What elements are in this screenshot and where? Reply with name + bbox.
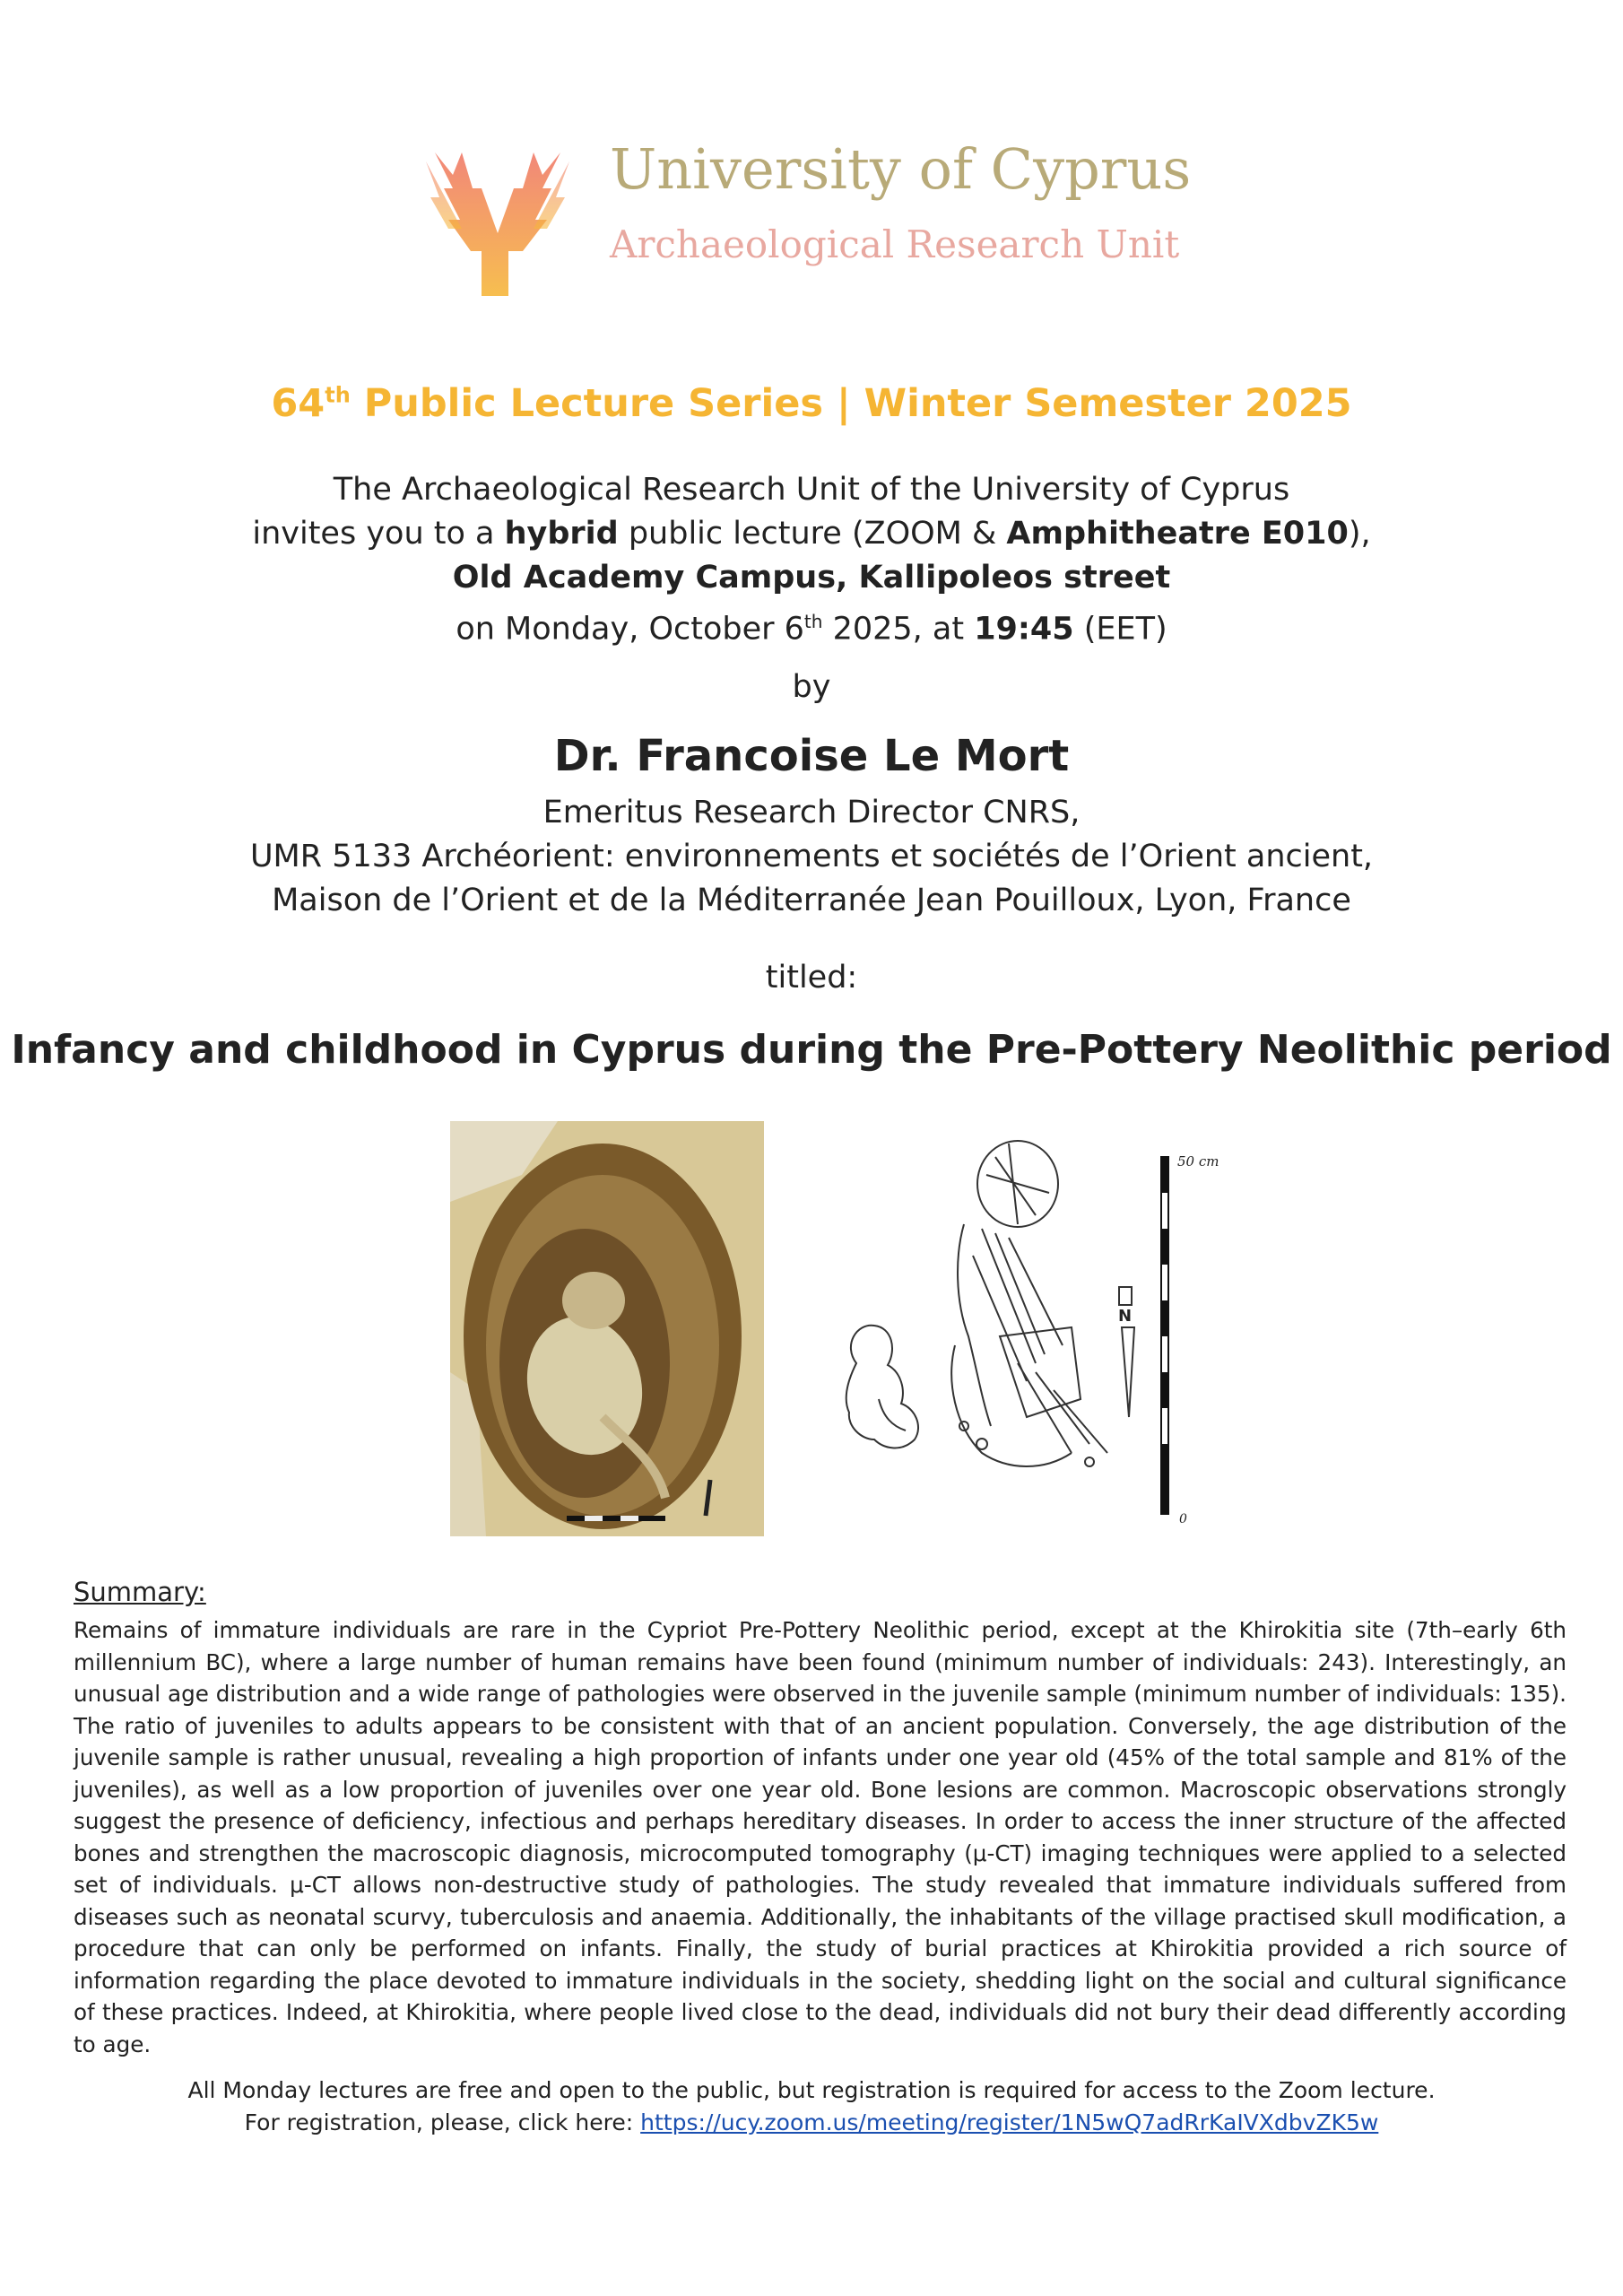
footer-note: All Monday lectures are free and open to the public, but registration is required for access to the Zoom lecture. — [187, 2077, 1436, 2103]
university-name: University of Cyprus — [610, 136, 1192, 202]
intro-date-d: (EET) — [1073, 611, 1167, 648]
series-number: 64 — [271, 381, 325, 426]
summary-heading: Summary: — [74, 1577, 206, 1607]
titled-label: titled: — [765, 960, 858, 996]
speaker-affiliation-2: UMR 5133 Archéorient: environnements et sociétés de l’Orient ancient, — [249, 839, 1374, 874]
intro-time: 19:45 — [974, 611, 1074, 648]
registration-prefix: For registration, please, click here: — [244, 2109, 641, 2135]
intro-date-b: 2025, at — [822, 611, 975, 648]
north-label: N — [1118, 1307, 1133, 1326]
scale-top-label: 50 cm — [1177, 1153, 1219, 1170]
intro-hybrid: hybrid — [504, 516, 619, 552]
university-logo — [408, 135, 587, 296]
intro-line-1: The Archaeological Research Unit of the University of Cyprus — [333, 472, 1290, 508]
intro-line-2-e: ), — [1348, 516, 1371, 552]
series-heading — [0, 381, 1623, 426]
lecture-title: Infancy and childhood in Cyprus during the Pre-Pottery Neolithic period — [11, 1027, 1612, 1073]
series-rest: Public Lecture Series | Winter Semester 2025 — [350, 381, 1352, 426]
intro-line-2-a: invites you to a — [252, 516, 505, 552]
intro-date — [0, 600, 1623, 652]
intro-amphitheatre: Amphitheatre E010 — [1006, 516, 1349, 552]
intro-line-2-c: public lecture (ZOOM & — [618, 516, 1007, 552]
intro-date-a: on Monday, October 6 — [456, 611, 804, 648]
excavation-photo — [450, 1121, 764, 1536]
scale-bottom-label: 0 — [1179, 1512, 1187, 1525]
intro-line-2 — [0, 512, 1623, 556]
scale-bar — [1161, 1157, 1168, 1514]
summary-body: Remains of immature individuals are rare in the Cypriot Pre-Pottery Neolithic period, except at the Khirokitia site (7th–early 6th millennium BC), where a large number of human remains have been found (minimum number of individuals: 243). Interestingly, an unusual age distribution and a wide range of pathologies were observed in the juvenile sample (minimum number of individuals: 135). The ratio of juveniles to adults appears to be consistent with that of an ancient population. Conversely, the age distribution of the juvenile sample is rather unusual, revealing a high proportion of infants under one year old (45% of the total sample and 81% of the juveniles), as well as a low proportion of juveniles over one year old. Bone lesions are common. Macroscopic observations strongly suggest the presence of deficiency, infectious and perhaps hereditary diseases. In order to access the inner structure of the affected bones and strengthen the macroscopic diagnosis, microcomputed tomography (μ-CT) imaging techniques were applied to a selected set of individuals. μ-CT allows non-destructive study of pathologies. The study revealed that immature individuals suffered from diseases such as neonatal scurvy, tuberculosis and anaemia. Additionally, the inhabitants of the village practised skull modification, a procedure that can only be performed on infants. Finally, the study of burial practices at Khirokitia provided a rich source of information regarding the place devoted to immature individuals in the society, shedding light on the social and cultural significance of these practices. Indeed, at Khirokitia, where people lived close to the dead, individuals did not bury their dead differently according to age. — [74, 1617, 1567, 2057]
burial-drawing — [803, 1130, 1269, 1525]
speaker-name: Dr. Francoise Le Mort — [553, 731, 1070, 781]
registration-link[interactable]: https://ucy.zoom.us/meeting/register/1N5wQ7adRrKaIVXdbvZK5w — [640, 2109, 1379, 2135]
speaker-affiliation-1: Emeritus Research Director CNRS, — [542, 795, 1081, 831]
by-label: by — [792, 669, 831, 705]
intro-venue: Old Academy Campus, Kallipoleos street — [452, 560, 1171, 596]
unit-name: Archaeological Research Unit — [610, 222, 1180, 266]
footer-registration — [0, 2107, 1623, 2139]
series-suffix: th — [325, 382, 351, 408]
speaker-affiliation-3: Maison de l’Orient et de la Méditerranée Jean Pouilloux, Lyon, France — [272, 883, 1351, 918]
intro-date-sup: th — [803, 611, 823, 632]
